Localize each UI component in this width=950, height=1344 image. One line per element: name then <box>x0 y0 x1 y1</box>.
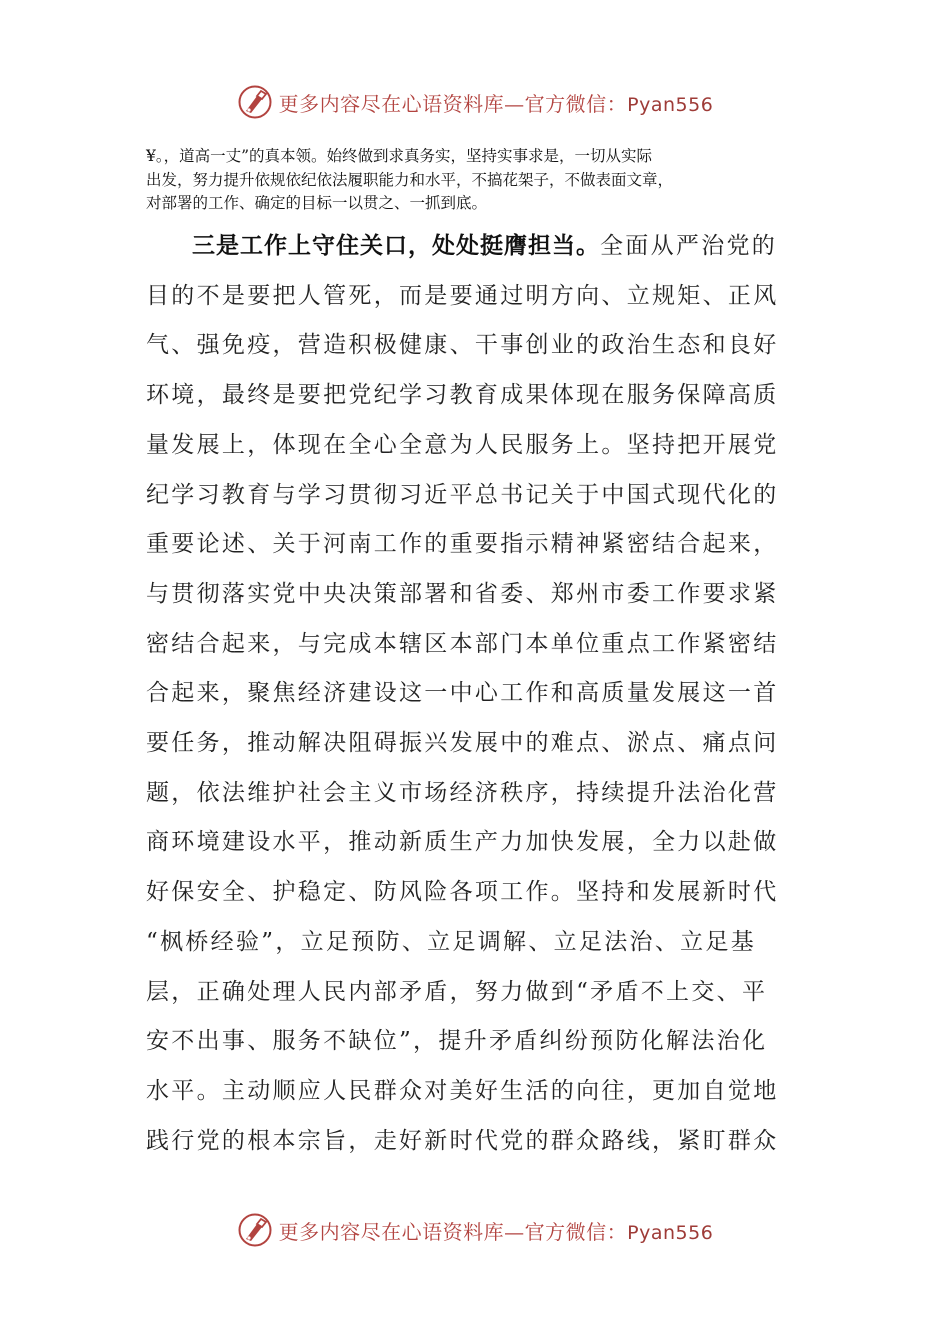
text-line: 商环境建设水平，推动新质生产力加快发展，全力以赴做 <box>146 829 779 856</box>
section-paragraph <box>146 222 816 1166</box>
previous-paragraph-tail <box>146 145 816 216</box>
section-heading: 三是工作上守住关口，处处挺膺担当。 <box>192 233 600 259</box>
wechat-id: Pyan556 <box>627 1221 714 1244</box>
text-line: 目的不是要把人管死，而是要通过明方向、立规矩、正风 <box>146 282 779 309</box>
text-line: 层，正确处理人民内部矛盾，努力做到“矛盾不上交、平 <box>146 978 768 1005</box>
text-line: 出发，努力提升依规依纪依法履职能力和水平，不搞花架子，不做表面文章， <box>146 170 674 189</box>
text-line: 纪学习教育与学习贯彻习近平总书记关于中国式现代化的 <box>146 481 779 508</box>
text-line: 环境，最终是要把党纪学习教育成果体现在服务保障高质 <box>146 382 779 409</box>
text-line: 好保安全、护稳定、防风险各项工作。坚持和发展新时代 <box>146 879 779 906</box>
text-line: ¥。，道高一丈”的真本领。始终做到求真务实，坚持实事求是，一切从实际 <box>146 147 653 165</box>
text-line: 密结合起来，与完成本辖区本部门本单位重点工作紧密结 <box>146 630 779 657</box>
text-line: 全面从严治党的 <box>600 233 778 259</box>
text-line: 水平。主动顺应人民群众对美好生活的向往，更加自觉地 <box>146 1077 779 1104</box>
paragraph-first-line <box>146 222 816 272</box>
header-watermark-banner <box>0 80 950 124</box>
text-line: 量发展上，体现在全心全意为人民服务上。坚持把开展党 <box>146 431 779 458</box>
banner-text: 更多内容尽在心语资料库—官方微信：Pyan556 <box>278 1219 714 1244</box>
text-line: 题，依法维护社会主义市场经济秩序，持续提升法治化营 <box>146 779 779 806</box>
text-line: 合起来，聚焦经济建设这一中心工作和高质量发展这一首 <box>146 680 779 707</box>
text-line: 气、强免疫，营造积极健康、干事创业的政治生态和良好 <box>146 332 779 359</box>
banner-text: 更多内容尽在心语资料库—官方微信：Pyan556 <box>278 91 714 116</box>
text-line: 践行党的根本宗旨，走好新时代党的群众路线，紧盯群众 <box>146 1127 779 1154</box>
wechat-id: Pyan556 <box>627 93 714 116</box>
text-line: 重要论述、关于河南工作的重要指示精神紧密结合起来， <box>146 531 779 558</box>
pen-nib-logo-icon <box>237 84 273 120</box>
text-line: “枫桥经验”，立足预防、立足调解、立足法治、立足基 <box>146 928 757 955</box>
text-line: 与贯彻落实党中央决策部署和省委、郑州市委工作要求紧 <box>146 580 779 607</box>
text-line: 对部署的工作、确定的目标一以贯之、一抓到底。 <box>146 194 488 212</box>
text-line: 安不出事、服务不缺位”，提升矛盾纠纷预防化解法治化 <box>146 1028 768 1055</box>
footer-watermark-banner <box>0 1208 950 1252</box>
text-line: 要任务，推动解决阻碍振兴发展中的难点、淤点、痛点问 <box>146 730 779 757</box>
pen-nib-logo-icon <box>237 1212 273 1248</box>
